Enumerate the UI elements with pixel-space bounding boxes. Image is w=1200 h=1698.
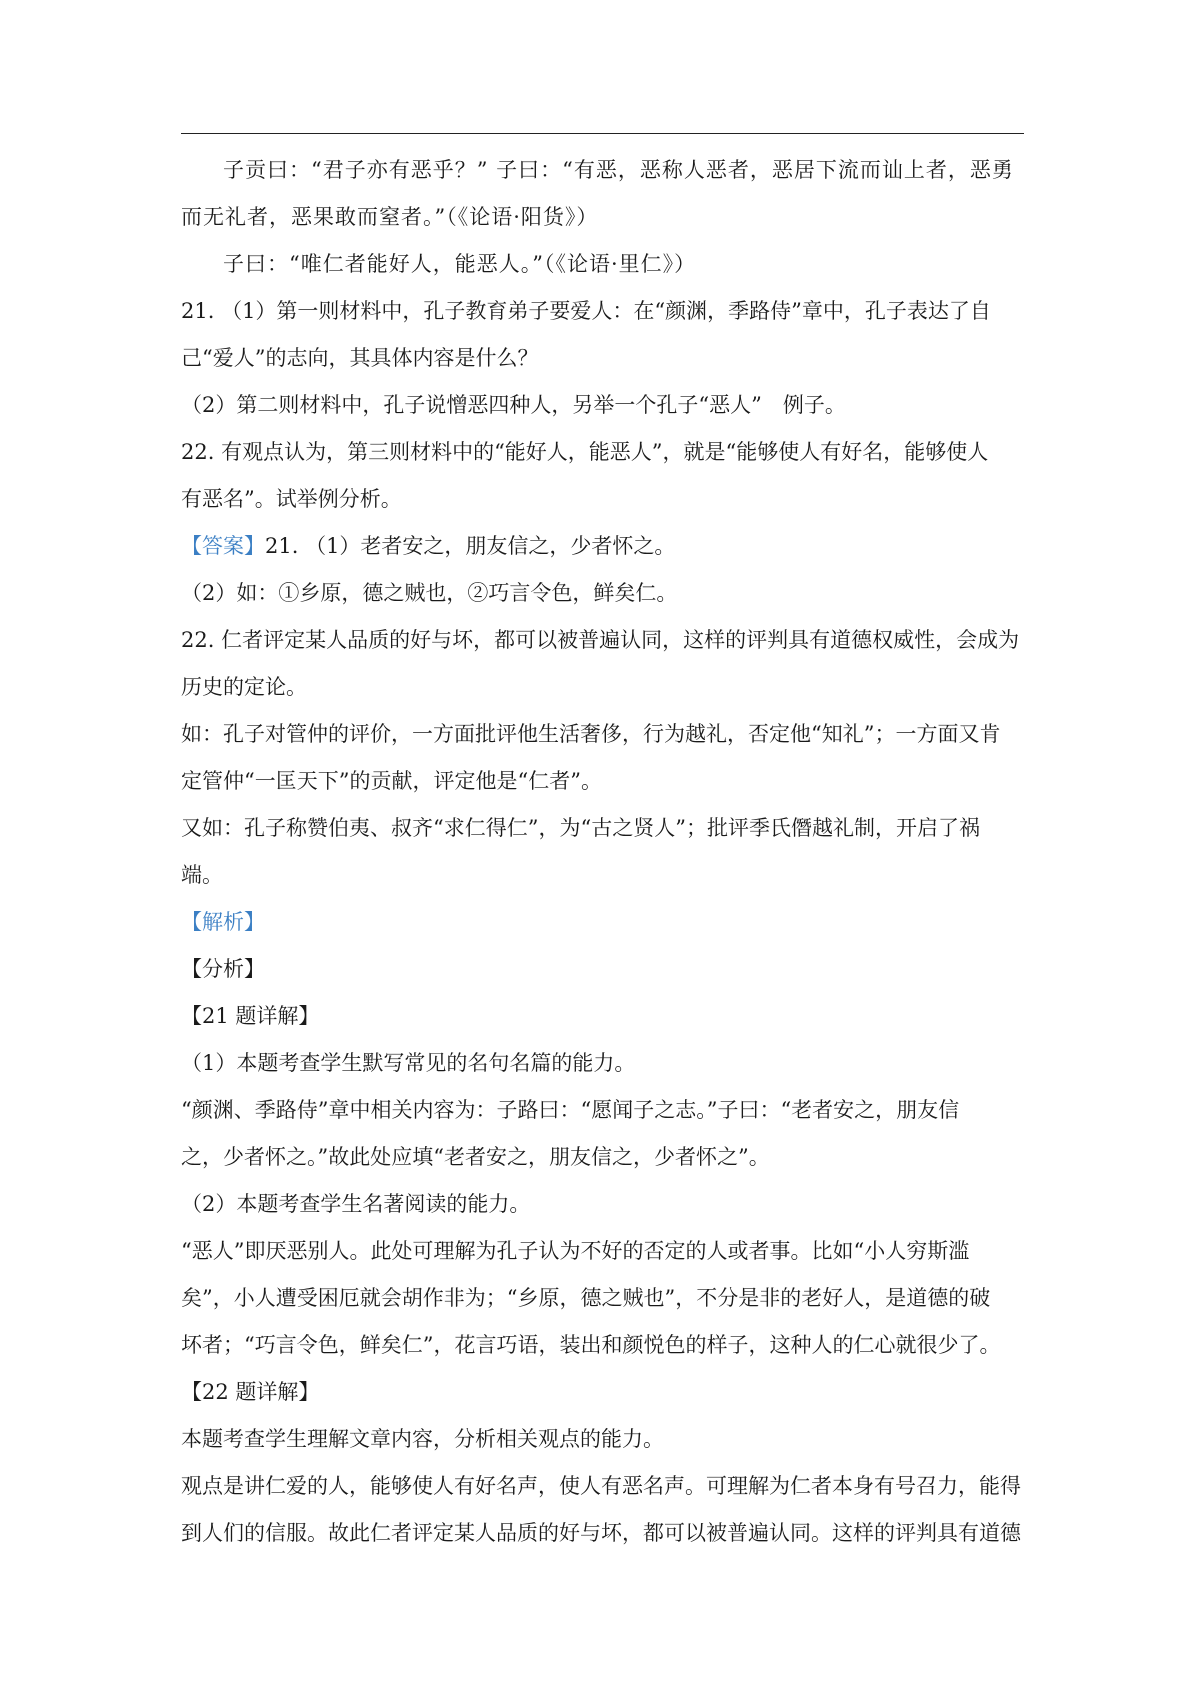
detail-21-4-line-3: 坏者；“巧言令色，鲜矣仁”，花言巧语，装出和颜悦色的样子，这种人的仁心就很少了。 [181, 1333, 1001, 1357]
material-quote-1-line-1: 子贡曰：“君子亦有恶乎？” 子曰：“有恶，恶称人恶者，恶居下流而讪上者，恶勇 [223, 158, 1014, 182]
answer-22-line-2: 历史的定论。 [181, 675, 307, 699]
example-2-line-2: 端。 [181, 863, 223, 887]
detail-21-2-line-2: 之，少者怀之。”故此处应填“老者安之，朋友信之，少者怀之”。 [181, 1145, 770, 1169]
question-21-part-2: （2）第二则材料中，孔子说憎恶四种人，另举一个孔子“恶人” 例子。 [181, 393, 846, 417]
detail-22-2-line-2: 到人们的信服。故此仁者评定某人品质的好与坏，都可以被普遍认同。这样的评判具有道德 [181, 1521, 1021, 1545]
detail-21-4-line-1: “恶人”即厌恶别人。此处可理解为孔子认为不好的否定的人或者事。比如“小人穷斯滥 [181, 1239, 970, 1263]
detail-21-1: （1）本题考查学生默写常见的名句名篇的能力。 [181, 1051, 636, 1075]
example-2-line-1: 又如：孔子称赞伯夷、叔齐“求仁得仁”，为“古之贤人”；批评季氏僭越礼制，开启了祸 [181, 816, 980, 840]
detail-21-3: （2）本题考查学生名著阅读的能力。 [181, 1192, 531, 1216]
detail-22-heading: 【22 题详解】 [181, 1380, 320, 1404]
question-22-line-2: 有恶名”。试举例分析。 [181, 487, 402, 511]
example-1-line-1: 如：孔子对管仲的评价，一方面批评他生活奢侈，行为越礼，否定他“知礼”；一方面又肯 [181, 722, 1001, 746]
answer-21-1-text: 21. （1）老者安之，朋友信之，少者怀之。 [265, 534, 676, 558]
detail-21-2-line-1: “颜渊、季路侍”章中相关内容为：子路曰：“愿闻子之志。”子曰：“老者安之，朋友信 [181, 1098, 960, 1122]
analysis-tag: 【解析】 [181, 910, 265, 934]
analysis-heading: 【分析】 [181, 957, 265, 981]
question-21-line-1: 21. （1）第一则材料中，孔子教育弟子要爱人：在“颜渊，季路侍”章中，孔子表达了自 [181, 299, 991, 323]
detail-22-2-line-1: 观点是讲仁爱的人，能够使人有好名声，使人有恶名声。可理解为仁者本身有号召力，能得 [181, 1474, 1021, 1498]
question-21-line-2: 己“爱人”的志向，其具体内容是什么？ [181, 346, 539, 370]
answer-22-line-1: 22. 仁者评定某人品质的好与坏，都可以被普遍认同，这样的评判具有道德权威性，会成为 [181, 628, 1020, 652]
answer-21-2: （2）如：①乡原，德之贼也，②巧言令色，鲜矣仁。 [181, 581, 678, 605]
material-quote-1-line-2: 而无礼者，恶果敢而窒者。”（《论语·阳货》） [181, 205, 599, 229]
example-1-line-2: 定管仲“一匡天下”的贡献，评定他是“仁者”。 [181, 769, 602, 793]
header-rule [181, 133, 1024, 134]
answer-21-1 [181, 523, 1026, 570]
document-body [181, 147, 1026, 1557]
answer-tag: 【答案】 [181, 534, 265, 558]
material-quote-2: 子曰：“唯仁者能好人，能恶人。”（《论语·里仁》） [223, 252, 697, 276]
detail-22-1: 本题考查学生理解文章内容，分析相关观点的能力。 [181, 1427, 664, 1451]
detail-21-4-line-2: 矣”，小人遭受困厄就会胡作非为；“乡原，德之贼也”，不分是非的老好人，是道德的破 [181, 1286, 991, 1310]
question-22-line-1: 22. 有观点认为，第三则材料中的“能好人，能恶人”，就是“能够使人有好名，能够使人 [181, 440, 989, 464]
detail-21-heading: 【21 题详解】 [181, 1004, 320, 1028]
